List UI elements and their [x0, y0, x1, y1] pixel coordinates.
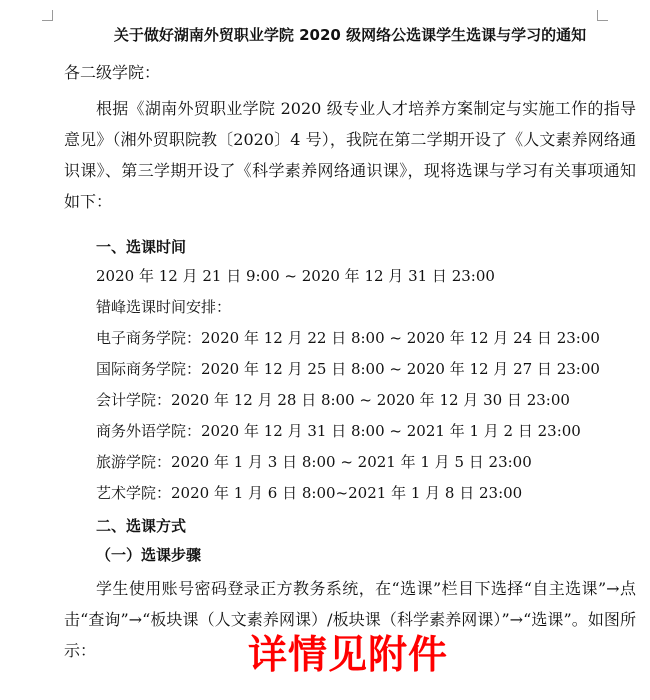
schedule-item-business-foreign-languages: 商务外语学院：2020 年 12 月 31 日 8:00 ~ 2021 年 1 月 2 日 23:00 [96, 422, 581, 440]
salutation: 各二级学院： [64, 63, 161, 82]
schedule-list [64, 323, 636, 509]
section-2-subheading: （一）选课步骤 [96, 546, 202, 564]
schedule-item-accounting: 会计学院：2020 年 12 月 28 日 8:00 ~ 2020 年 12 月 30 日 23:00 [96, 391, 570, 409]
section-1-heading: 一、选课时间 [96, 238, 187, 256]
main-selection-time: 2020 年 12 月 21 日 9:00 ~ 2020 年 12 月 31 日 23:00 [96, 267, 495, 285]
selection-steps-paragraph: 学生使用账号密码登录正方教务系统，在“选课”栏目下选择“自主选课”→点击“查询”→“板块课（人文素养网课）/板块课（科学素养网课）”→“选课”。如图所示： [64, 579, 636, 660]
staggered-time-label: 错峰选课时间安排： [96, 298, 232, 316]
attachment-notice-stamp: 详情见附件 [248, 633, 449, 678]
page-corner-mark-right [597, 10, 608, 21]
schedule-item-international-business: 国际商务学院：2020 年 12 月 25 日 8:00 ~ 2020 年 12 月 27 日 23:00 [96, 360, 600, 378]
section-2-heading: 二、选课方式 [96, 517, 187, 535]
document-content [64, 26, 636, 682]
page-corner-mark-left [42, 10, 53, 21]
document-title: 关于做好湖南外贸职业学院 2020 级网络公选课学生选课与学习的通知 [113, 26, 587, 44]
schedule-item-art: 艺术学院：2020 年 1 月 6 日 8:00~2021 年 1 月 8 日 23:00 [96, 484, 523, 502]
intro-paragraph: 根据《湖南外贸职业学院 2020 级专业人才培养方案制定与实施工作的指导意见》（湘外贸职院教〔2020〕4 号），我院在第二学期开设了《人文素养网络通识课》、第三学期开设了《科学素养网络通识课》，现将选课与学习有关事项通知如下： [64, 99, 636, 211]
schedule-item-ecommerce: 电子商务学院：2020 年 12 月 22 日 8:00 ~ 2020 年 12 月 24 日 23:00 [96, 329, 600, 347]
schedule-item-tourism: 旅游学院：2020 年 1 月 3 日 8:00 ~ 2021 年 1 月 5 日 23:00 [96, 453, 532, 471]
